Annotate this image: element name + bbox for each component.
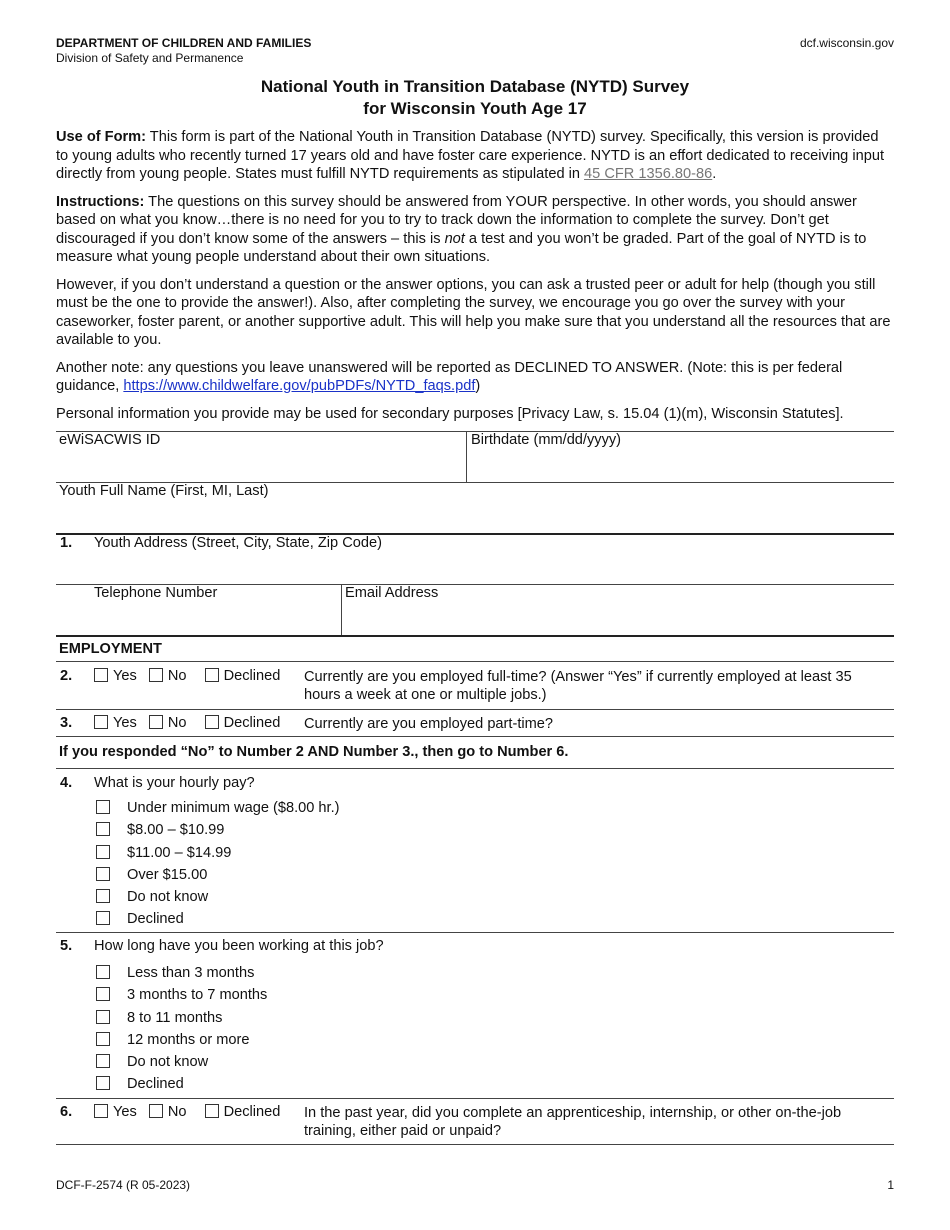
phone-email-row bbox=[56, 584, 894, 635]
however-paragraph: However, if you don’t understand a question or the answer options, you can ask a trusted peer or adult for help (though you still must be the one to provide the answer!). Also, after completing the survey, we encourage you go over the survey with your caseworker, foster parent, or another supportive adult. This will help you make sure that you understand all the resources that are available to you. bbox=[56, 276, 891, 348]
q6-no-option[interactable] bbox=[149, 1104, 187, 1120]
checkbox[interactable] bbox=[205, 668, 219, 682]
checkbox[interactable] bbox=[94, 668, 108, 682]
yes-label: Yes bbox=[113, 1104, 137, 1120]
employment-heading: EMPLOYMENT bbox=[59, 641, 162, 657]
yes-label: Yes bbox=[113, 668, 137, 684]
checkbox[interactable] bbox=[96, 822, 110, 836]
email-field[interactable] bbox=[341, 585, 894, 635]
employment-heading-row bbox=[56, 635, 894, 662]
checkbox[interactable] bbox=[96, 1010, 110, 1024]
title-line-1: National Youth in Transition Database (NYTD) Survey bbox=[260, 77, 690, 96]
checkbox[interactable] bbox=[205, 715, 219, 729]
question-2-text: Currently are you employed full-time? (Answer “Yes” if currently employed at least 35 hours a week at one or multiple jobs.) bbox=[304, 669, 852, 703]
instructions-paragraph bbox=[56, 193, 894, 267]
question-4-options bbox=[96, 797, 340, 931]
use-of-form-text: This form is part of the National Youth in Transition Database (NYTD) survey. Specifically, this version is provided to young adults who recently turned 17 years old and have foster care experience. NYTD is an effort dedicated to receiving input directly from young people. States must fulfill NYTD requirements as stipulated in bbox=[56, 129, 885, 182]
checkbox[interactable] bbox=[96, 1054, 110, 1068]
q6-yes-option[interactable] bbox=[94, 1104, 137, 1120]
declined-label: Declined bbox=[223, 715, 281, 731]
checkbox[interactable] bbox=[149, 668, 163, 682]
title-line-2: for Wisconsin Youth Age 17 bbox=[363, 99, 587, 118]
checkbox[interactable] bbox=[94, 1104, 108, 1118]
instructions-text-2: a test and you won’t be graded. Part of the goal of NYTD is to measure what young people understand about their own situations. bbox=[56, 230, 867, 265]
declined-label: Declined bbox=[223, 1104, 281, 1120]
checkbox[interactable] bbox=[149, 1104, 163, 1118]
option-label: Over $15.00 bbox=[127, 866, 208, 883]
address-field[interactable] bbox=[56, 533, 894, 584]
checkbox[interactable] bbox=[96, 800, 110, 814]
note-end: ) bbox=[475, 378, 481, 394]
option-label: Do not know bbox=[127, 889, 209, 906]
telephone-label: Telephone Number bbox=[94, 585, 218, 601]
question-5-options bbox=[96, 962, 267, 1096]
question-number: 4. bbox=[60, 775, 73, 791]
department-name: DEPARTMENT OF CHILDREN AND FAMILIES bbox=[56, 36, 312, 50]
skip-note-row bbox=[56, 737, 894, 769]
form-id: DCF-F-2574 (R 05-2023) bbox=[56, 1178, 191, 1192]
note-text: Another note: any questions you leave unanswered will be reported as DECLINED TO ANSWER. (Note: this is per federal guidance, bbox=[56, 359, 843, 394]
yes-label: Yes bbox=[113, 715, 137, 731]
option-label: 8 to 11 months bbox=[127, 1009, 223, 1026]
question-3-text: Currently are you employed part-time? bbox=[304, 716, 554, 732]
question-3-options bbox=[94, 715, 288, 731]
option-label: $11.00 – $14.99 bbox=[127, 844, 232, 861]
question-2-options bbox=[94, 668, 288, 684]
checkbox[interactable] bbox=[149, 715, 163, 729]
privacy-paragraph: Personal information you provide may be used for secondary purposes [Privacy Law, s. 15.04 (1)(m), Wisconsin Statutes]. bbox=[56, 405, 844, 422]
use-of-form-end: . bbox=[712, 166, 717, 182]
q5-option[interactable] bbox=[96, 1029, 267, 1051]
ewisacwis-id-label: eWiSACWIS ID bbox=[59, 432, 161, 448]
checkbox[interactable] bbox=[96, 1076, 110, 1090]
checkbox[interactable] bbox=[96, 867, 110, 881]
full-name-label: Youth Full Name (First, MI, Last) bbox=[59, 483, 269, 499]
cfr-link[interactable]: 45 CFR 1356.80-86 bbox=[584, 166, 713, 182]
question-5-text: How long have you been working at this job? bbox=[94, 938, 384, 954]
option-label: 12 months or more bbox=[127, 1031, 250, 1048]
form-page bbox=[56, 36, 894, 1145]
q4-option[interactable] bbox=[96, 908, 340, 930]
nytd-faq-link[interactable]: https://www.childwelfare.gov/pubPDFs/NYTD_faqs.pdf bbox=[123, 378, 476, 394]
use-of-form-paragraph bbox=[56, 128, 894, 184]
checkbox[interactable] bbox=[96, 911, 110, 925]
question-number: 5. bbox=[60, 938, 73, 954]
option-label: Under minimum wage ($8.00 hr.) bbox=[127, 800, 340, 816]
no-label: No bbox=[167, 668, 187, 684]
q3-no-option[interactable] bbox=[149, 715, 187, 731]
option-label: Declined bbox=[127, 911, 184, 928]
q4-option[interactable] bbox=[96, 797, 340, 819]
checkbox[interactable] bbox=[205, 1104, 219, 1118]
instructions-label: Instructions: bbox=[56, 193, 145, 210]
q2-declined-option[interactable] bbox=[205, 668, 281, 684]
option-label: Declined bbox=[127, 1076, 184, 1093]
option-label: Do not know bbox=[127, 1054, 209, 1071]
website: dcf.wisconsin.gov bbox=[799, 36, 894, 50]
q6-declined-option[interactable] bbox=[205, 1104, 281, 1120]
question-4-text: What is your hourly pay? bbox=[94, 775, 255, 791]
question-6-options bbox=[94, 1104, 288, 1120]
question-number: 1. bbox=[60, 535, 73, 551]
question-5-row bbox=[56, 933, 894, 1099]
question-2-row bbox=[56, 663, 894, 710]
checkbox[interactable] bbox=[96, 987, 110, 1001]
checkbox[interactable] bbox=[96, 889, 110, 903]
checkbox[interactable] bbox=[96, 965, 110, 979]
id-birthdate-row bbox=[56, 431, 894, 482]
intro-section bbox=[56, 128, 894, 423]
q4-option[interactable] bbox=[96, 819, 340, 841]
question-number: 3. bbox=[60, 715, 73, 731]
checkbox[interactable] bbox=[96, 845, 110, 859]
question-number: 6. bbox=[60, 1104, 73, 1120]
question-number: 2. bbox=[60, 668, 73, 684]
q5-option[interactable] bbox=[96, 1007, 267, 1029]
address-label: Youth Address (Street, City, State, Zip Code) bbox=[94, 535, 382, 551]
question-6-row bbox=[56, 1099, 894, 1145]
skip-note: If you responded “No” to Number 2 AND Number 3., then go to Number 6. bbox=[59, 744, 569, 760]
q5-option[interactable] bbox=[96, 1073, 267, 1095]
q4-option[interactable] bbox=[96, 842, 340, 864]
declined-label: Declined bbox=[223, 668, 281, 684]
question-3-row bbox=[56, 710, 894, 737]
q3-declined-option[interactable] bbox=[205, 715, 281, 731]
question-4-row bbox=[56, 769, 894, 933]
question-6-text: In the past year, did you complete an apprenticeship, internship, or other on-the-job training, either paid or unpaid? bbox=[304, 1105, 842, 1139]
no-label: No bbox=[167, 1104, 187, 1120]
q5-option[interactable] bbox=[96, 1051, 267, 1073]
no-label: No bbox=[167, 715, 187, 731]
option-label: Less than 3 months bbox=[127, 965, 255, 981]
checkbox[interactable] bbox=[94, 715, 108, 729]
full-name-field[interactable] bbox=[56, 482, 894, 533]
instructions-text-1: The questions on this survey should be answered from YOUR perspective. In other words, you should answer based on what you know…there is no need for you to try to track down the information to complete the survey. Don’t get discouraged if you don’t know some of the answers – this is bbox=[56, 193, 857, 247]
checkbox[interactable] bbox=[96, 1032, 110, 1046]
q5-option[interactable] bbox=[96, 984, 267, 1006]
q4-option[interactable] bbox=[96, 864, 340, 886]
birthdate-label: Birthdate (mm/dd/yyyy) bbox=[471, 432, 622, 448]
instructions-not: not bbox=[444, 230, 465, 247]
q4-option[interactable] bbox=[96, 886, 340, 908]
division-name: Division of Safety and Permanence bbox=[56, 51, 244, 65]
q5-option[interactable] bbox=[96, 962, 267, 984]
option-label: 3 months to 7 months bbox=[127, 987, 268, 1004]
q2-no-option[interactable] bbox=[149, 668, 187, 684]
ewisacwis-id-field[interactable] bbox=[56, 432, 466, 482]
use-of-form-label: Use of Form: bbox=[56, 129, 146, 145]
email-label: Email Address bbox=[345, 585, 439, 601]
q2-yes-option[interactable] bbox=[94, 668, 137, 684]
telephone-field[interactable] bbox=[94, 585, 340, 635]
q3-yes-option[interactable] bbox=[94, 715, 137, 731]
page-number: 1 bbox=[887, 1178, 894, 1192]
page-header bbox=[56, 36, 894, 68]
option-label: $8.00 – $10.99 bbox=[127, 822, 225, 839]
form-title bbox=[56, 76, 894, 120]
note-paragraph bbox=[56, 359, 894, 396]
birthdate-field[interactable] bbox=[466, 432, 894, 482]
